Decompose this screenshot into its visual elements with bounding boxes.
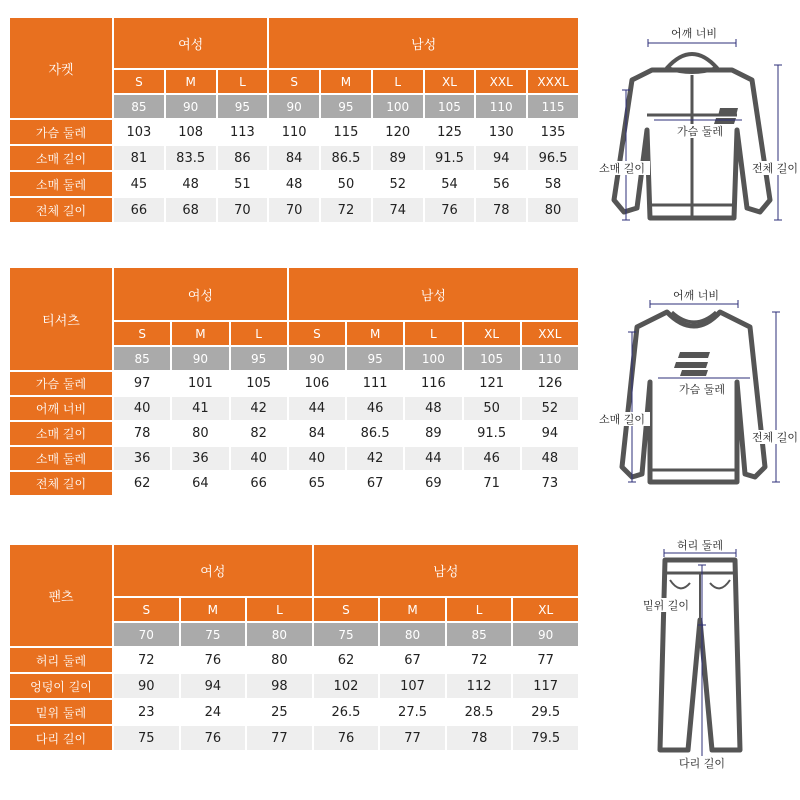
table-row [10,674,578,698]
size-label: M [172,322,228,345]
cell-value: 23 [114,700,179,724]
cell-value: 70 [269,198,319,222]
cell-value: 36 [172,447,228,470]
cell-value: 56 [476,172,526,196]
total-length-label: 전체 길이 [752,431,799,444]
size-label: M [347,322,403,345]
table-row [10,146,578,170]
cell-value: 48 [166,172,216,196]
cell-value: 78 [114,422,170,445]
waist-label: 허리 둘레 [676,539,724,552]
size-label: S [289,322,345,345]
cell-value: 72 [114,648,179,672]
cell-value: 97 [114,372,170,395]
cell-value: 25 [247,700,312,724]
cell-value: 83.5 [166,146,216,170]
cell-value: 77 [513,648,578,672]
cell-value: 40 [289,447,345,470]
size-number: 95 [321,95,371,118]
size-number: 85 [114,347,170,370]
cell-value: 77 [247,726,312,750]
size-number: 95 [218,95,268,118]
cell-value: 52 [373,172,423,196]
cell-value: 48 [522,447,578,470]
group-men: 남성 [314,545,578,596]
size-number: 100 [405,347,461,370]
cell-value: 101 [172,372,228,395]
cell-value: 108 [166,120,216,144]
cell-value: 80 [172,422,228,445]
table-row [10,120,578,144]
sleeve-length-label: 소매 길이 [598,162,646,175]
cell-value: 71 [464,472,520,495]
row-label: 밑위 둘레 [10,700,112,724]
cell-value: 67 [380,648,445,672]
size-label: L [405,322,461,345]
size-label: S [114,598,179,621]
table-row [10,372,578,395]
cell-value: 103 [114,120,164,144]
cell-value: 113 [218,120,268,144]
chest-label: 가슴 둘레 [676,125,724,138]
cell-value: 76 [425,198,475,222]
cell-value: 106 [289,372,345,395]
pants-size-table [8,543,580,752]
cell-value: 89 [405,422,461,445]
size-label: S [314,598,379,621]
size-number: 105 [425,95,475,118]
rise-label: 밑위 길이 [642,599,690,612]
tshirt-outline-icon [622,312,765,482]
cell-value: 94 [522,422,578,445]
table-name: 티셔츠 [10,268,112,370]
table-name: 팬츠 [10,545,112,646]
cell-value: 86.5 [321,146,371,170]
cell-value: 41 [172,397,228,420]
row-label: 허리 둘레 [10,648,112,672]
size-label: XL [425,70,475,93]
tshirt-diagram [592,282,798,497]
cell-value: 76 [181,726,246,750]
cell-value: 28.5 [447,700,512,724]
cell-value: 58 [528,172,578,196]
cell-value: 50 [321,172,371,196]
size-number: 75 [314,623,379,646]
group-women: 여성 [114,18,267,68]
cell-value: 91.5 [425,146,475,170]
cell-value: 36 [114,447,170,470]
cell-value: 48 [405,397,461,420]
size-number: 80 [247,623,312,646]
cell-value: 67 [347,472,403,495]
size-label: M [181,598,246,621]
size-label: L [447,598,512,621]
cell-value: 26.5 [314,700,379,724]
row-label: 소매 길이 [10,146,112,170]
size-number: 90 [166,95,216,118]
row-label: 소매 둘레 [10,172,112,196]
cell-value: 135 [528,120,578,144]
cell-value: 62 [114,472,170,495]
cell-value: 82 [231,422,287,445]
table-row [10,397,578,420]
size-label: XXXL [528,70,578,93]
size-label: S [269,70,319,93]
cell-value: 121 [464,372,520,395]
cell-value: 62 [314,648,379,672]
cell-value: 76 [181,648,246,672]
cell-value: 50 [464,397,520,420]
cell-value: 51 [218,172,268,196]
cell-value: 110 [269,120,319,144]
cell-value: 115 [321,120,371,144]
cell-value: 78 [447,726,512,750]
sleeve-length-label: 소매 길이 [598,413,646,426]
tshirt-size-table [8,266,580,497]
group-women: 여성 [114,268,287,320]
size-label: S [114,70,164,93]
cell-value: 89 [373,146,423,170]
row-label: 전체 길이 [10,472,112,495]
table-name: 자켓 [10,18,112,118]
size-label: M [380,598,445,621]
cell-value: 80 [528,198,578,222]
cell-value: 84 [269,146,319,170]
cell-value: 120 [373,120,423,144]
cell-value: 72 [447,648,512,672]
size-label: L [231,322,287,345]
cell-value: 80 [247,648,312,672]
size-number: 105 [464,347,520,370]
cell-value: 77 [380,726,445,750]
size-number: 75 [181,623,246,646]
brand-logo-icon [674,352,710,376]
table-row [10,648,578,672]
total-length-label: 전체 길이 [752,162,799,175]
table-row [10,472,578,495]
cell-value: 70 [218,198,268,222]
cell-value: 54 [425,172,475,196]
cell-value: 105 [231,372,287,395]
cell-value: 66 [114,198,164,222]
cell-value: 91.5 [464,422,520,445]
size-label: L [247,598,312,621]
cell-value: 130 [476,120,526,144]
cell-value: 46 [464,447,520,470]
cell-value: 42 [347,447,403,470]
cell-value: 90 [114,674,179,698]
cell-value: 40 [114,397,170,420]
cell-value: 27.5 [380,700,445,724]
row-label: 소매 둘레 [10,447,112,470]
cell-value: 116 [405,372,461,395]
size-label: M [166,70,216,93]
cell-value: 76 [314,726,379,750]
row-label: 전체 길이 [10,198,112,222]
size-number: 90 [269,95,319,118]
cell-value: 52 [522,397,578,420]
cell-value: 29.5 [513,700,578,724]
cell-value: 107 [380,674,445,698]
cell-value: 86.5 [347,422,403,445]
cell-value: 94 [181,674,246,698]
jacket-size-table [8,16,580,224]
size-number: 90 [172,347,228,370]
size-label: XXL [476,70,526,93]
cell-value: 84 [289,422,345,445]
cell-value: 48 [269,172,319,196]
size-label: M [321,70,371,93]
cell-value: 44 [289,397,345,420]
size-number: 85 [447,623,512,646]
size-number: 90 [289,347,345,370]
pants-diagram [592,535,798,780]
size-number: 95 [231,347,287,370]
cell-value: 44 [405,447,461,470]
size-number: 110 [522,347,578,370]
size-label: XXL [522,322,578,345]
group-men: 남성 [289,268,578,320]
shoulder-width-label: 어깨 너비 [672,289,720,302]
cell-value: 96.5 [528,146,578,170]
cell-value: 74 [373,198,423,222]
size-number: 70 [114,623,179,646]
chest-label: 가슴 둘레 [678,383,726,396]
cell-value: 86 [218,146,268,170]
size-number: 100 [373,95,423,118]
cell-value: 73 [522,472,578,495]
cell-value: 42 [231,397,287,420]
shoulder-width-label: 어깨 너비 [670,27,718,40]
cell-value: 126 [522,372,578,395]
cell-value: 65 [289,472,345,495]
cell-value: 111 [347,372,403,395]
table-row [10,700,578,724]
size-label: L [218,70,268,93]
row-label: 가슴 둘레 [10,120,112,144]
cell-value: 68 [166,198,216,222]
cell-value: 64 [172,472,228,495]
group-men: 남성 [269,18,578,68]
cell-value: 98 [247,674,312,698]
pants-outline-icon [660,560,740,750]
leg-length-label: 다리 길이 [678,757,726,770]
size-label: XL [513,598,578,621]
cell-value: 45 [114,172,164,196]
row-label: 가슴 둘레 [10,372,112,395]
cell-value: 66 [231,472,287,495]
size-label: XL [464,322,520,345]
size-label: L [373,70,423,93]
cell-value: 75 [114,726,179,750]
cell-value: 24 [181,700,246,724]
table-row [10,447,578,470]
size-number: 115 [528,95,578,118]
cell-value: 78 [476,198,526,222]
row-label: 엉덩이 길이 [10,674,112,698]
cell-value: 46 [347,397,403,420]
row-label: 다리 길이 [10,726,112,750]
jacket-diagram [592,20,798,230]
size-number: 85 [114,95,164,118]
row-label: 어깨 너비 [10,397,112,420]
size-number: 90 [513,623,578,646]
cell-value: 117 [513,674,578,698]
size-number: 110 [476,95,526,118]
size-label: S [114,322,170,345]
cell-value: 112 [447,674,512,698]
row-label: 소매 길이 [10,422,112,445]
cell-value: 40 [231,447,287,470]
table-row [10,422,578,445]
cell-value: 72 [321,198,371,222]
cell-value: 69 [405,472,461,495]
cell-value: 81 [114,146,164,170]
cell-value: 125 [425,120,475,144]
size-number: 95 [347,347,403,370]
group-women: 여성 [114,545,312,596]
table-row [10,198,578,222]
cell-value: 94 [476,146,526,170]
table-row [10,172,578,196]
cell-value: 79.5 [513,726,578,750]
size-number: 80 [380,623,445,646]
cell-value: 102 [314,674,379,698]
table-row [10,726,578,750]
